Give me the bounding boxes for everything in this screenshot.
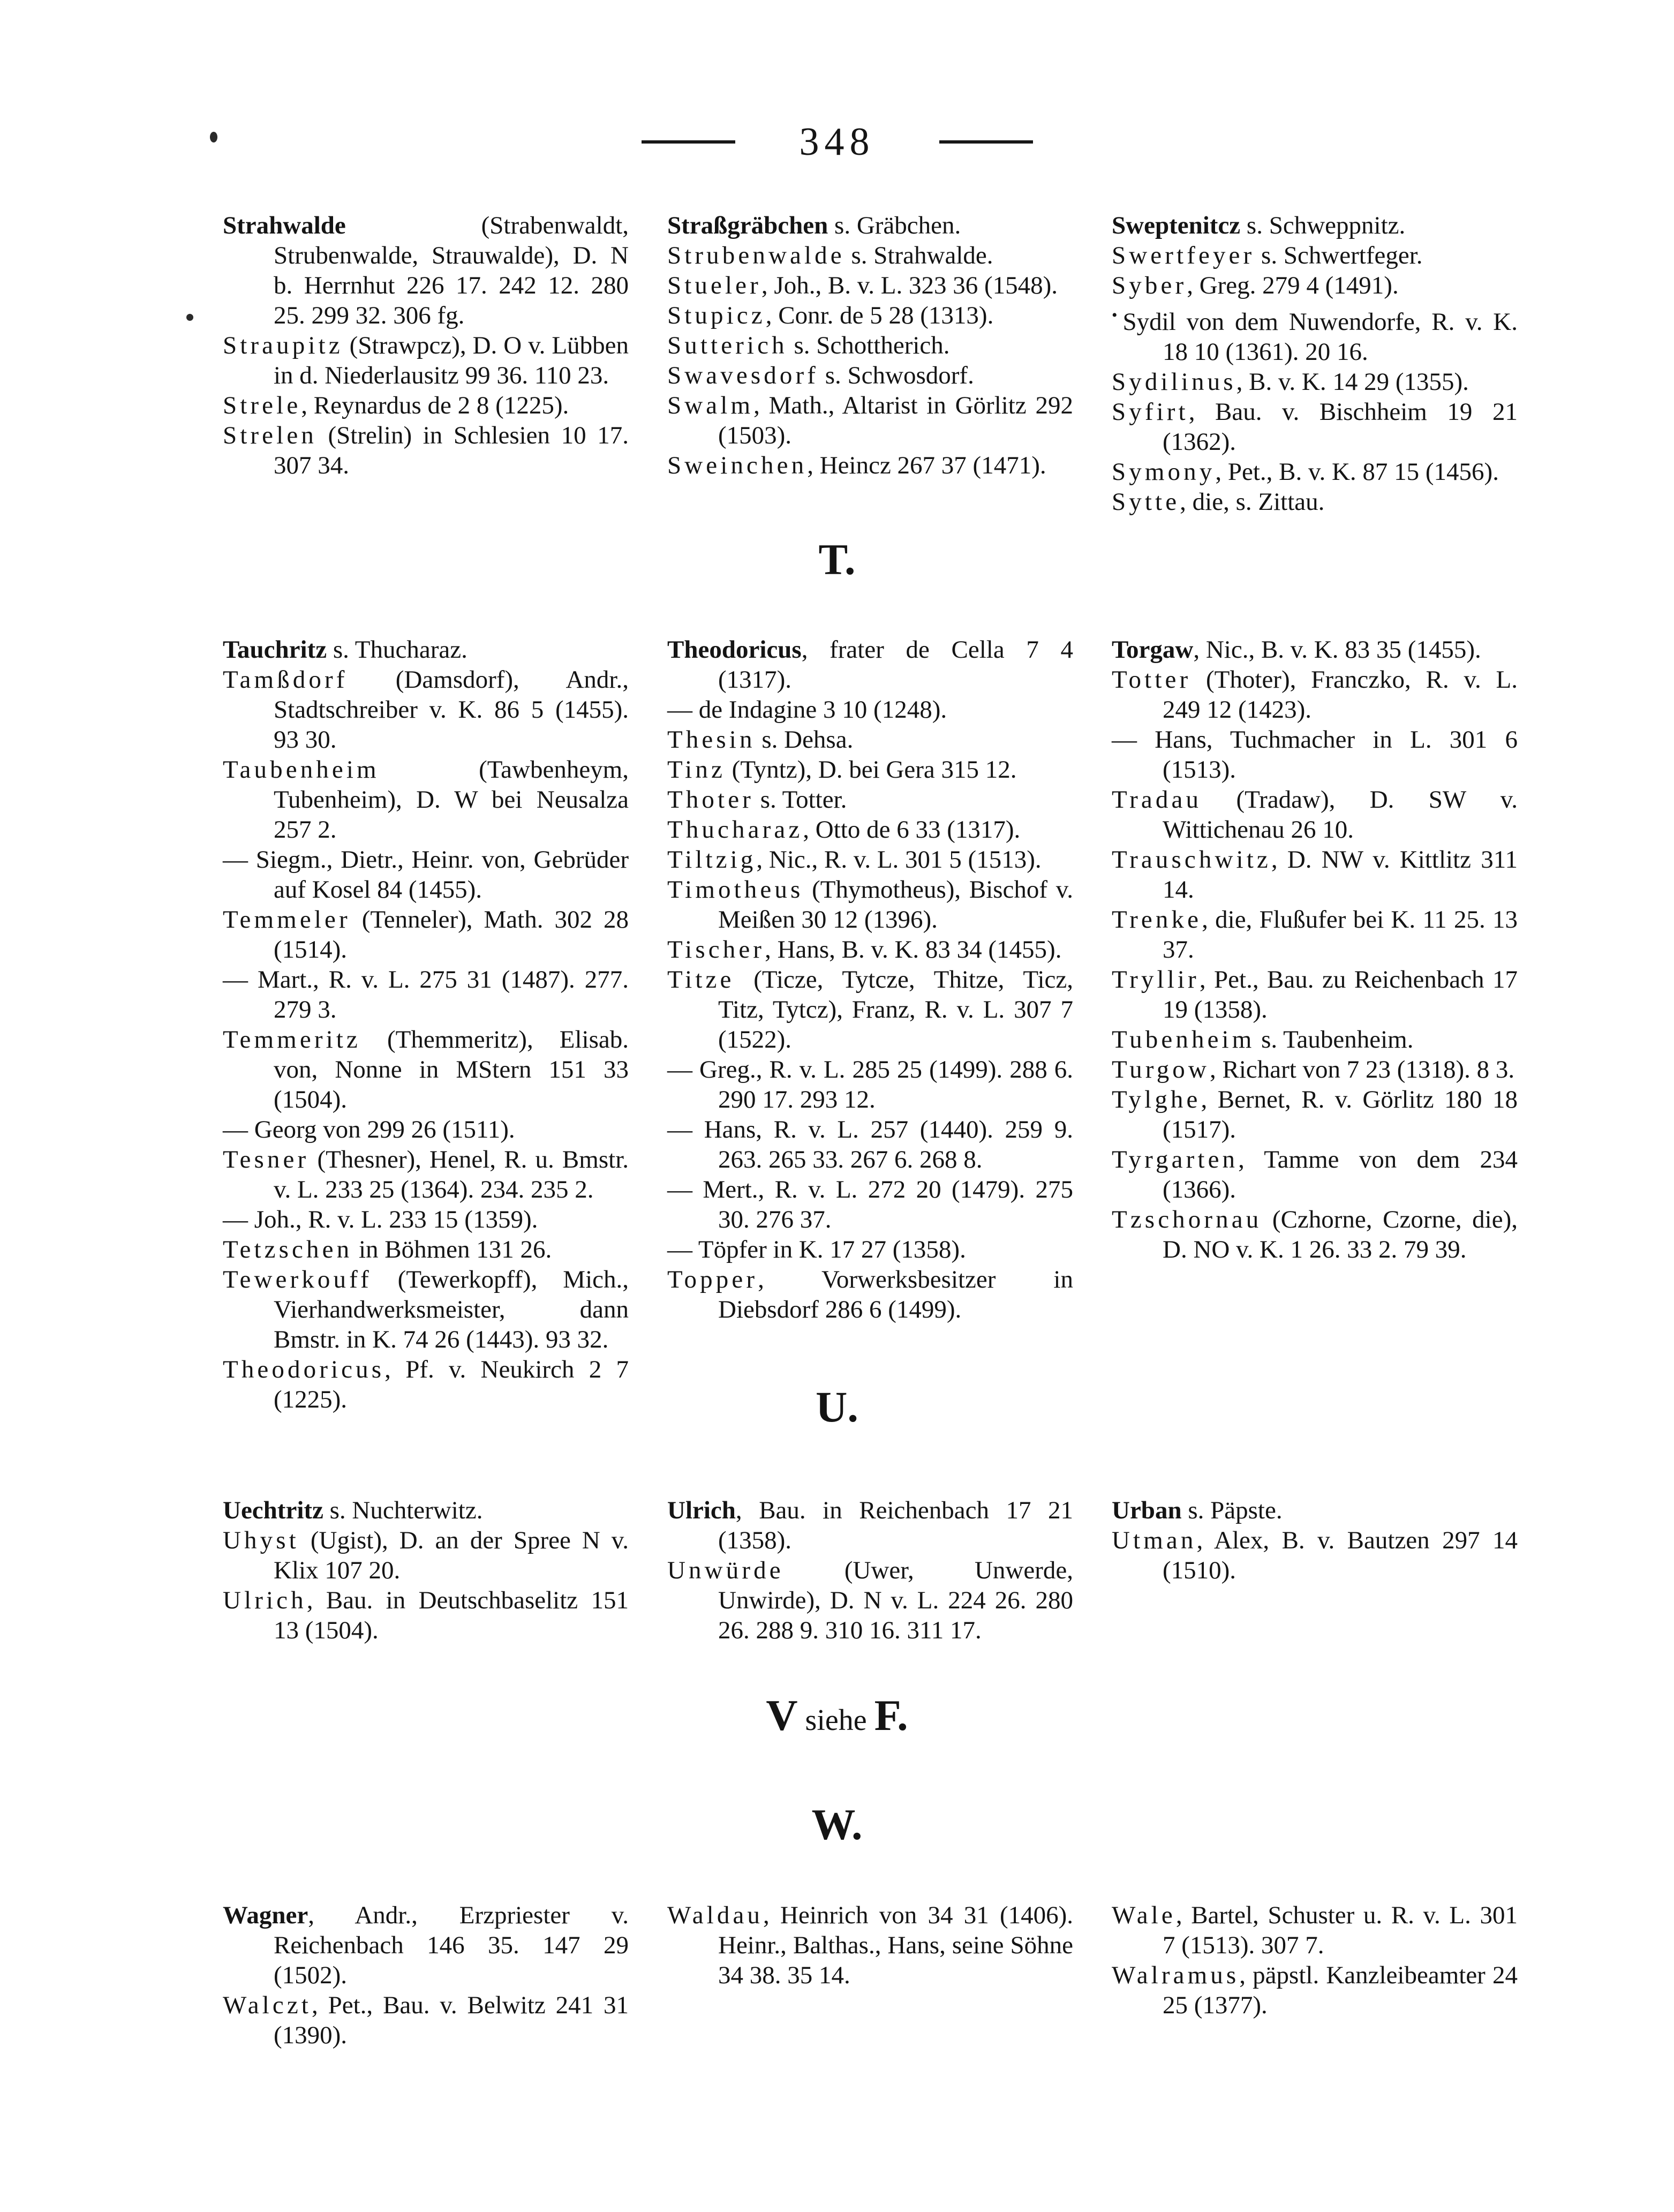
index-entry — [223, 1025, 629, 1115]
entry-headword: Wagner — [223, 1901, 308, 1929]
index-entry — [667, 965, 1073, 1055]
entry-headword: Tzschornau — [1112, 1206, 1262, 1233]
entry-headword: — — [667, 1056, 692, 1084]
entry-headword: Stueler — [667, 272, 761, 299]
index-entry — [223, 755, 629, 845]
entry-text: Mart., R. v. L. 275 31 (1487). 277. 279 3. — [248, 966, 629, 1024]
index-entry — [223, 1525, 629, 1585]
entry-headword: Strubenwalde — [667, 242, 845, 269]
section-w — [223, 1900, 1518, 2050]
index-entry — [223, 665, 629, 755]
index-entry — [667, 935, 1073, 965]
entry-headword: Swertfeyer — [1112, 242, 1255, 269]
letter-heading-text: siehe — [797, 1704, 874, 1737]
index-entry — [1112, 1495, 1518, 1525]
entry-text: , Pf. v. Neukirch 2 7 (1225). — [274, 1356, 629, 1413]
column-2 — [667, 1900, 1073, 2050]
entry-text: (Ugist), D. an der Spree N v. Klix 107 20. — [274, 1526, 629, 1584]
index-entry — [1112, 457, 1518, 487]
index-entry — [1112, 665, 1518, 725]
letter-heading-text: U. — [816, 1382, 858, 1431]
entry-headword: Tyrgarten — [1112, 1146, 1239, 1173]
entry-text: (Strelin) in Schlesien 10 17. 307 34. — [274, 422, 629, 479]
index-entry — [223, 1145, 629, 1205]
entry-headword: Tewerkouff — [223, 1266, 372, 1293]
entry-headword: Urban — [1112, 1496, 1182, 1524]
column-1 — [223, 1900, 629, 2050]
index-entry — [1112, 300, 1518, 367]
index-entry — [223, 1265, 629, 1355]
column-3 — [1112, 1900, 1518, 2050]
entry-headword: Wale — [1112, 1901, 1176, 1929]
entry-headword: Symony — [1112, 458, 1216, 486]
index-entry — [223, 210, 629, 330]
entry-text: , Hans, B. v. K. 83 34 (1455). — [765, 936, 1062, 964]
entry-text: , D. NW v. Kittlitz 311 14. — [1163, 846, 1518, 904]
entry-headword: Tischer — [667, 936, 765, 964]
entry-text: , Vorwerksbesitzer in Diebsdorf 286 6 (1499). — [718, 1266, 1073, 1323]
entry-headword: Temmeritz — [223, 1026, 361, 1054]
entry-text: (Thoter), Franczko, R. v. L. 249 12 (1423). — [1163, 666, 1518, 724]
entry-headword: — — [1112, 726, 1137, 754]
entry-headword: Swavesdorf — [667, 362, 819, 389]
entry-headword: Strele — [223, 392, 301, 419]
index-entry — [223, 390, 629, 420]
entry-headword: Walczt — [223, 1991, 312, 2019]
page-number: 348 — [799, 120, 875, 164]
entry-headword: — — [223, 966, 248, 994]
index-entry — [1112, 487, 1518, 517]
entry-text: Joh., R. v. L. 233 15 (1359). — [248, 1206, 538, 1233]
entry-headword: — — [667, 696, 692, 724]
entry-text: (Strabenwaldt, Strubenwalde, Strauwalde), D. N b. Herrnhut 226 17. 242 12. 280 25. 299 32. 306 fg. — [274, 212, 629, 329]
entry-text: s. Schwosdorf. — [819, 362, 974, 389]
entry-headword: Totter — [1112, 666, 1192, 694]
entry-headword: Swalm — [667, 392, 754, 419]
entry-text: (Thymotheus), Bischof v. Meißen 30 12 (1396). — [718, 876, 1073, 934]
entry-headword: Waldau — [667, 1901, 764, 1929]
entry-text: Hans, Tuchmacher in L. 301 6 (1513). — [1137, 726, 1518, 784]
entry-text: , Alex, B. v. Bautzen 297 14 (1510). — [1163, 1526, 1518, 1584]
index-entry — [1112, 1205, 1518, 1265]
index-entry — [667, 1235, 1073, 1265]
index-entry — [667, 875, 1073, 935]
index-entry — [223, 1115, 629, 1145]
letter-heading-w — [0, 1801, 1674, 1849]
entry-text: , Pet., Bau. v. Belwitz 241 31 (1390). — [274, 1991, 629, 2049]
index-entry — [667, 1265, 1073, 1325]
entry-text: s. Nuchterwitz. — [323, 1496, 483, 1524]
index-entry — [667, 845, 1073, 875]
entry-headword: Sytte — [1112, 488, 1180, 516]
entry-headword: — — [223, 1116, 248, 1143]
entry-text: s. Thucharaz. — [327, 636, 467, 664]
column-3 — [1112, 635, 1518, 1415]
entry-text: , die, s. Zittau. — [1180, 488, 1325, 516]
entry-headword: Tamßdorf — [223, 666, 348, 694]
entry-text: in Böhmen 131 26. — [352, 1236, 552, 1263]
entry-text: (Tradaw), D. SW v. Wittichenau 26 10. — [1163, 786, 1518, 844]
entry-text: Hans, R. v. L. 257 (1440). 259 9. 263. 265 33. 267 6. 268 8. — [692, 1116, 1073, 1173]
entry-headword: Unwürde — [667, 1556, 784, 1584]
entry-headword: Sydilinus — [1112, 368, 1236, 396]
entry-text: (Tenneler), Math. 302 28 (1514). — [274, 906, 629, 964]
index-entry — [667, 1495, 1073, 1555]
entry-headword: Taubenheim — [223, 756, 380, 784]
column-2 — [667, 1495, 1073, 1645]
entry-text: s. Totter. — [753, 786, 847, 814]
entry-text: (Uwer, Unwerde, Unwirde), D. N v. L. 224 26. 280 26. 288 9. 310 16. 311 17. — [718, 1556, 1073, 1644]
entry-headword: — — [667, 1116, 692, 1143]
index-entry — [223, 635, 629, 665]
index-entry — [223, 1495, 629, 1525]
index-entry — [223, 1235, 629, 1265]
index-entry — [1112, 1085, 1518, 1145]
index-entry — [223, 1900, 629, 1990]
entry-headword: Timotheus — [667, 876, 804, 904]
entry-text: , Reynardus de 2 8 (1225). — [301, 392, 569, 419]
entry-text: , Andr., Erzpriester v. Reichenbach 146 35. 147 29 (1502). — [274, 1901, 629, 1989]
entry-text: s. Dehsa. — [755, 726, 854, 754]
index-entry — [1112, 785, 1518, 845]
column-2 — [667, 210, 1073, 517]
index-entry — [1112, 367, 1518, 397]
entry-headword: Topper — [667, 1266, 758, 1293]
index-entry — [667, 1555, 1073, 1645]
entry-text: , Math., Altarist in Görlitz 292 (1503). — [718, 392, 1073, 449]
index-entry — [667, 450, 1073, 480]
entry-headword: Sutterich — [667, 332, 788, 359]
entry-headword: Uechtritz — [223, 1496, 323, 1524]
entry-headword: Uhyst — [223, 1526, 299, 1554]
index-entry — [667, 240, 1073, 270]
column-3 — [1112, 210, 1518, 517]
entry-text: , Nic., R. v. L. 301 5 (1513). — [756, 846, 1042, 874]
header-rule-left — [642, 140, 735, 144]
index-entry — [1112, 725, 1518, 785]
entry-headword: Strahwalde — [223, 212, 346, 239]
entry-headword: Theodoricus — [223, 1356, 385, 1383]
index-entry — [667, 300, 1073, 330]
entry-text: , Greg. 279 4 (1491). — [1187, 272, 1399, 299]
index-entry — [1112, 1900, 1518, 1960]
entry-headword: Tradau — [1112, 786, 1202, 814]
entry-headword: Thucharaz — [667, 816, 803, 844]
scan-artifact — [186, 314, 193, 321]
ink-dot-mark: • — [1112, 306, 1118, 324]
index-entry — [223, 330, 629, 390]
section-u — [223, 1495, 1518, 1645]
entry-headword: Sweptenitcz — [1112, 212, 1241, 239]
entry-headword: Torgaw — [1112, 636, 1194, 664]
letter-heading-text: V — [766, 1691, 798, 1740]
index-entry — [1112, 1145, 1518, 1205]
index-entry — [1112, 210, 1518, 240]
entry-headword: Ulrich — [667, 1496, 736, 1524]
section-t — [223, 635, 1518, 1415]
index-entry — [1112, 397, 1518, 457]
index-entry — [667, 1115, 1073, 1175]
index-entry — [1112, 635, 1518, 665]
entry-headword: Syber — [1112, 272, 1187, 299]
entry-headword: Tinz — [667, 756, 726, 784]
entry-text: (Strawpcz), D. O v. Lübben in d. Niederlausitz 99 36. 110 23. — [274, 332, 629, 389]
entry-text: , Otto de 6 33 (1317). — [803, 816, 1021, 844]
entry-headword: Trenke — [1112, 906, 1202, 934]
entry-headword: Walramus — [1112, 1961, 1240, 1989]
letter-heading-t — [0, 536, 1674, 584]
index-entry — [667, 725, 1073, 755]
index-entry — [1112, 1055, 1518, 1085]
index-entry — [1112, 845, 1518, 905]
entry-headword: Titze — [667, 966, 735, 994]
entry-text: s. Schwertfeger. — [1255, 242, 1423, 269]
entry-text: Georg von 299 26 (1511). — [248, 1116, 515, 1143]
letter-heading-text: T. — [818, 535, 856, 584]
entry-headword: Sweinchen — [667, 452, 808, 479]
index-entry — [667, 270, 1073, 300]
index-entry — [223, 420, 629, 480]
index-entry — [1112, 965, 1518, 1025]
index-entry — [223, 965, 629, 1025]
entry-text: , Conr. de 5 28 (1313). — [765, 302, 994, 329]
index-entry — [667, 785, 1073, 815]
entry-text: (Tyntz), D. bei Gera 315 12. — [725, 756, 1017, 784]
entry-headword: Tiltzig — [667, 846, 757, 874]
entry-text: , die, Flußufer bei K. 11 25. 13 37. — [1163, 906, 1518, 964]
letter-heading-text: F. — [874, 1691, 908, 1740]
entry-text: Greg., R. v. L. 285 25 (1499). 288 6. 290 17. 293 12. — [692, 1056, 1073, 1113]
entry-text: (Tewerkopff), Mich., Vierhandwerksmeister, dann Bmstr. in K. 74 26 (1443). 93 32. — [274, 1266, 629, 1353]
index-entry — [667, 1175, 1073, 1235]
entry-headword: Tetzschen — [223, 1236, 353, 1263]
entry-text: Siegm., Dietr., Heinr. von, Gebrüder auf Kosel 84 (1455). — [248, 846, 629, 904]
entry-text: , B. v. K. 14 29 (1355). — [1236, 368, 1469, 396]
entry-headword: Tylghe — [1112, 1086, 1201, 1113]
index-entry — [1112, 1025, 1518, 1055]
entry-headword: Straßgräbchen — [667, 212, 828, 239]
entry-text: , Bau. in Reichenbach 17 21 (1358). — [718, 1496, 1073, 1554]
entry-text: von dem Nuwendorfe, R. v. K. 18 10 (1361). 20 16. — [1163, 308, 1518, 366]
header-rule-right — [939, 140, 1033, 144]
entry-text: , Tamme von dem 234 (1366). — [1163, 1146, 1518, 1203]
entry-text: , Bernet, R. v. Görlitz 180 18 (1517). — [1163, 1086, 1518, 1143]
entry-text: , Pet., B. v. K. 87 15 (1456). — [1215, 458, 1499, 486]
index-entry — [1112, 240, 1518, 270]
entry-text: , Bau. v. Bischheim 19 21 (1362). — [1163, 398, 1518, 456]
entry-text: s. Schweppnitz. — [1240, 212, 1406, 239]
page-header — [0, 122, 1674, 162]
column-2 — [667, 635, 1073, 1415]
index-entry — [1112, 905, 1518, 965]
index-entry — [223, 845, 629, 905]
index-entry — [667, 815, 1073, 845]
index-entry — [667, 695, 1073, 725]
index-entry — [223, 1585, 629, 1645]
entry-text: (Tawbenheym, Tubenheim), D. W bei Neusalza 257 2. — [274, 756, 629, 844]
entry-text: , Joh., B. v. L. 323 36 (1548). — [761, 272, 1058, 299]
entry-headword: Tauchritz — [223, 636, 327, 664]
entry-headword: Thesin — [667, 726, 756, 754]
entry-text: , Pet., Bau. zu Reichenbach 17 19 (1358). — [1163, 966, 1518, 1024]
entry-text: , Richart von 7 23 (1318). 8 3. — [1209, 1056, 1515, 1084]
index-entry — [667, 360, 1073, 390]
entry-headword: — — [223, 1206, 248, 1233]
entry-text: s. Gräbchen. — [828, 212, 961, 239]
entry-text: (Ticze, Tytcze, Thitze, Ticz, Titz, Tytcz), Franz, R. v. L. 307 7 (1522). — [718, 966, 1073, 1054]
index-entry — [667, 635, 1073, 695]
index-entry — [1112, 1960, 1518, 2020]
entry-headword: — — [223, 846, 248, 874]
entry-headword: Temmeler — [223, 906, 351, 934]
column-1 — [223, 210, 629, 517]
section-s — [223, 210, 1518, 517]
index-entry — [667, 755, 1073, 785]
letter-heading-v — [0, 1691, 1674, 1744]
entry-text: (Themmeritz), Elisab. von, Nonne in MStern 151 33 (1504). — [274, 1026, 629, 1113]
entry-text: (Damsdorf), Andr., Stadtschreiber v. K. 86 5 (1455). 93 30. — [274, 666, 629, 754]
entry-headword: Straupitz — [223, 332, 343, 359]
entry-headword: Tryllir — [1112, 966, 1200, 994]
index-entry — [667, 330, 1073, 360]
entry-headword: Syfirt — [1112, 398, 1189, 426]
index-entry — [1112, 1525, 1518, 1585]
entry-headword: — — [667, 1236, 692, 1263]
entry-text: , frater de Cella 7 4 (1317). — [718, 636, 1073, 694]
entry-text: Mert., R. v. L. 272 20 (1479). 275 30. 276 37. — [692, 1176, 1073, 1233]
index-entry — [667, 210, 1073, 240]
entry-text: , Bartel, Schuster u. R. v. L. 301 7 (1513). 307 7. — [1163, 1901, 1518, 1959]
entry-headword: Tesner — [223, 1146, 310, 1173]
index-entry — [223, 1205, 629, 1235]
index-entry — [223, 905, 629, 965]
entry-text: de Indagine 3 10 (1248). — [692, 696, 947, 724]
entry-headword: Stupicz — [667, 302, 766, 329]
entry-headword: Thoter — [667, 786, 754, 814]
column-1 — [223, 635, 629, 1415]
entry-text: s. Strahwalde. — [844, 242, 993, 269]
entry-headword: Ulrich — [223, 1586, 307, 1614]
letter-heading-u — [0, 1383, 1674, 1431]
entry-text: Töpfer in K. 17 27 (1358). — [692, 1236, 966, 1263]
entry-text: , Nic., B. v. K. 83 35 (1455). — [1193, 636, 1481, 664]
entry-headword: Sydil — [1122, 308, 1176, 336]
entry-text: s. Schottherich. — [787, 332, 950, 359]
index-entry — [667, 1055, 1073, 1115]
entry-headword: Trauschwitz — [1112, 846, 1271, 874]
entry-headword: Tubenheim — [1112, 1026, 1255, 1054]
entry-headword: Turgow — [1112, 1056, 1210, 1084]
entry-headword: — — [667, 1176, 692, 1203]
column-1 — [223, 1495, 629, 1645]
letter-heading-text: W. — [811, 1800, 863, 1849]
entry-text: , Bau. in Deutschbaselitz 151 13 (1504). — [274, 1586, 629, 1644]
index-entry — [667, 1900, 1073, 1990]
entry-text: s. Päpste. — [1181, 1496, 1283, 1524]
index-entry — [1112, 270, 1518, 300]
entry-headword: Strelen — [223, 422, 317, 449]
index-entry — [223, 1990, 629, 2050]
column-3 — [1112, 1495, 1518, 1645]
entry-text: , Heinrich von 34 31 (1406). Heinr., Balthas., Hans, seine Söhne 34 38. 35 14. — [718, 1901, 1073, 1989]
index-entry — [667, 390, 1073, 450]
entry-text: (Thesner), Henel, R. u. Bmstr. v. L. 233 25 (1364). 234. 235 2. — [274, 1146, 629, 1203]
entry-text: , Heincz 267 37 (1471). — [807, 452, 1046, 479]
entry-text: , päpstl. Kanzleibeamter 24 25 (1377). — [1163, 1961, 1518, 2019]
entry-text: s. Taubenheim. — [1255, 1026, 1414, 1054]
entry-headword: Utman — [1112, 1526, 1197, 1554]
entry-text: (Czhorne, Czorne, die), D. NO v. K. 1 26. 33 2. 79 39. — [1163, 1206, 1518, 1263]
entry-headword: Theodoricus — [667, 636, 802, 664]
